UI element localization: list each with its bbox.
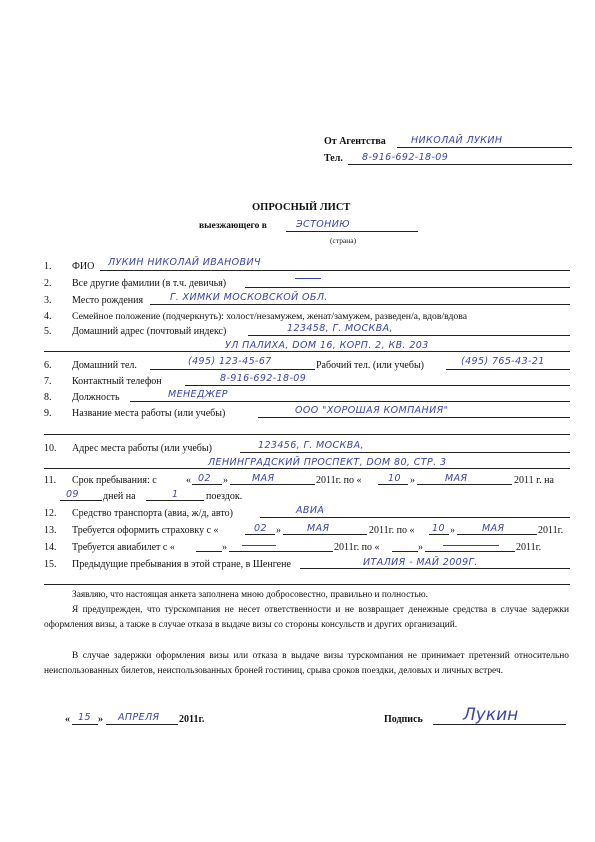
previous-stays-line-2 xyxy=(44,584,570,585)
birthplace-line xyxy=(150,304,570,305)
work-address-label: Адрес места работы (или учебы) xyxy=(72,443,212,454)
stay-from-day[interactable]: 02 xyxy=(198,473,211,484)
date-month-line xyxy=(106,724,178,725)
stay-to-month-line xyxy=(417,484,512,485)
airticket-from-month-line xyxy=(229,551,333,552)
item-number: 9. xyxy=(44,408,52,419)
stay-to-day-line xyxy=(378,484,408,485)
contact-phone-line xyxy=(185,385,570,386)
stay-from-day-line xyxy=(192,484,222,485)
quote-close: » xyxy=(450,525,455,536)
trips-label: поездок. xyxy=(206,491,243,502)
airticket-label: Требуется авиабилет с « xyxy=(72,542,175,553)
position-value[interactable]: МЕНЕДЖЕР xyxy=(168,389,228,400)
item-number: 5. xyxy=(44,326,52,337)
work-address-value[interactable]: 123456, Г. МОСКВА, xyxy=(258,440,364,451)
insurance-to-month-line xyxy=(457,534,537,535)
stay-to-label: 2011г. по « xyxy=(316,475,362,486)
item-number: 13. xyxy=(44,525,57,536)
insurance-to-month[interactable]: МАЯ xyxy=(482,523,505,534)
workplace-label: Название места работы (или учебы) xyxy=(72,408,226,419)
workplace-line-2 xyxy=(44,434,570,435)
position-label: Должность xyxy=(72,392,120,403)
trips-line xyxy=(146,500,204,501)
item-number: 15. xyxy=(44,559,57,570)
airticket-to-month-line xyxy=(425,551,515,552)
work-phone-line xyxy=(446,369,570,370)
tel-label: Тел. xyxy=(324,153,343,164)
fio-value[interactable]: ЛУКИН НИКОЛАЙ ИВАНОВИЧ xyxy=(108,257,261,268)
previous-stays-value[interactable]: ИТАЛИЯ - МАЙ 2009Г. xyxy=(363,557,478,568)
birthplace-label: Место рождения xyxy=(72,295,144,306)
item-number: 6. xyxy=(44,360,52,371)
insurance-label: Требуется оформить страховку с « xyxy=(72,525,219,536)
insurance-from-month-line xyxy=(283,534,367,535)
other-surnames-label: Все другие фамилии (в т.ч. девичья) xyxy=(72,278,227,289)
transport-label: Средство транспорта (авиа, ж/д, авто) xyxy=(72,508,233,519)
item-number: 8. xyxy=(44,392,52,403)
trips-count[interactable]: 1 xyxy=(172,489,179,500)
insurance-to-label: 2011г. по « xyxy=(369,525,415,536)
quote-close: » xyxy=(223,475,228,486)
home-phone-label: Домашний тел. xyxy=(72,360,137,371)
contact-phone-label: Контактный телефон xyxy=(72,376,162,387)
birthplace-value[interactable]: Г. ХИМКИ МОСКОВСКОЙ ОБЛ. xyxy=(170,292,328,303)
work-address-line-2 xyxy=(44,468,570,469)
date-day[interactable]: 15 xyxy=(78,712,91,723)
days-label: дней на xyxy=(103,491,136,502)
destination-country[interactable]: ЭСТОНИЮ xyxy=(296,219,350,230)
date-quote-open: « xyxy=(65,714,70,725)
work-phone-label: Рабочий тел. (или учебы) xyxy=(316,360,424,371)
stay-to-day[interactable]: 10 xyxy=(388,473,401,484)
fio-label: ФИО xyxy=(72,261,95,272)
stay-year-label: 2011 г. на xyxy=(514,475,554,486)
marital-status-label: Семейное положение (подчеркнуть): холост/незамужем, женат/замужем, разведен/а, вдов/вдова xyxy=(72,311,468,322)
home-address-line-2 xyxy=(44,351,570,352)
airticket-year-label: 2011г. xyxy=(516,542,542,553)
item-number: 3. xyxy=(44,295,52,306)
date-year: 2011г. xyxy=(179,714,205,725)
stay-from-month-line xyxy=(230,484,315,485)
insurance-from-day[interactable]: 02 xyxy=(254,523,267,534)
declaration-claims: В случае задержки оформления визы или отказа в выдаче визы турскомпания не принимает претензий относительно неиспользованных билетов, неиспользованных броней гостиниц, срыва сроков поездки, деловых и личных встреч. xyxy=(44,651,569,676)
insurance-from-month[interactable]: МАЯ xyxy=(307,523,330,534)
item-number: 4. xyxy=(44,311,52,322)
previous-stays-line xyxy=(300,568,570,569)
work-address-value-2[interactable]: ЛЕНИНГРАДСКИЙ ПРОСПЕКТ, DOM 80, СТР. 3 xyxy=(208,457,447,468)
item-number: 11. xyxy=(44,475,57,486)
agency-line xyxy=(397,147,572,148)
transport-value[interactable]: АВИА xyxy=(296,505,325,516)
home-address-line xyxy=(248,335,570,336)
insurance-to-day[interactable]: 10 xyxy=(432,523,445,534)
workplace-value[interactable]: ООО "ХОРОШАЯ КОМПАНИЯ" xyxy=(295,405,449,416)
empty-dash-mark xyxy=(295,278,321,279)
item-number: 10. xyxy=(44,443,57,454)
quote-close: » xyxy=(222,542,227,553)
home-phone-value[interactable]: (495) 123-45-67 xyxy=(188,356,272,367)
quote-close: » xyxy=(410,475,415,486)
insurance-from-day-line xyxy=(245,534,275,535)
quote-close: » xyxy=(276,525,281,536)
workplace-line xyxy=(258,417,570,418)
signature[interactable]: Лукин xyxy=(463,705,519,725)
airticket-to-label: 2011г. по « xyxy=(334,542,380,553)
home-phone-line xyxy=(150,369,315,370)
transport-line xyxy=(260,517,570,518)
agency-value[interactable]: НИКОЛАЙ ЛУКИН xyxy=(411,135,503,146)
item-number: 7. xyxy=(44,376,52,387)
position-line xyxy=(130,401,570,402)
stay-from-month[interactable]: МАЯ xyxy=(252,473,275,484)
stay-period-label: Срок пребывания: с xyxy=(72,475,157,486)
destination-label: выезжающего в xyxy=(199,221,267,231)
tel-line xyxy=(348,164,572,165)
country-hint: (страна) xyxy=(330,236,357,245)
work-phone-value[interactable]: (495) 765-43-21 xyxy=(461,356,545,367)
date-quote-close: » xyxy=(98,714,103,725)
date-day-line xyxy=(72,724,98,725)
signature-label: Подпись xyxy=(384,714,423,725)
date-month[interactable]: АПРЕЛЯ xyxy=(118,712,160,723)
home-address-value[interactable]: 123458, Г. МОСКВА, xyxy=(287,323,393,334)
empty-dash-mark xyxy=(443,545,499,546)
item-number: 1. xyxy=(44,261,52,272)
agency-label: От Агентства xyxy=(324,136,386,147)
airticket-from-day-line xyxy=(196,551,222,552)
stay-to-month[interactable]: МАЯ xyxy=(445,473,468,484)
work-address-line xyxy=(240,452,570,453)
stay-days[interactable]: 09 xyxy=(66,489,79,500)
home-address-value-2[interactable]: УЛ ПАЛИХА, DOM 16, КОРП. 2, КВ. 203 xyxy=(225,340,429,351)
airticket-to-day-line xyxy=(392,551,418,552)
item-number: 14. xyxy=(44,542,57,553)
declaration-warning: Я предупрежден, что турскомпания не несет ответственности и не возвращает денежные средства в случае задержки оформления визы, а также в случае отказа в выдаче визы со стороны консульств и других организаций. xyxy=(44,605,569,630)
insurance-to-day-line xyxy=(429,534,449,535)
item-number: 12. xyxy=(44,508,57,519)
previous-stays-label: Предыдущие пребывания в этой стране, в Шенгене xyxy=(72,559,291,570)
page-title: ОПРОСНЫЙ ЛИСТ xyxy=(252,202,351,213)
quote-close: » xyxy=(418,542,423,553)
declaration-statement: Заявляю, что настоящая анкета заполнена мною добросовестно, правильно и полностью. xyxy=(72,590,428,600)
destination-line xyxy=(286,231,418,232)
home-address-label: Домашний адрес (почтовый индекс) xyxy=(72,326,227,337)
other-surnames-line xyxy=(245,287,570,288)
insurance-year-label: 2011г. xyxy=(538,525,564,536)
item-number: 2. xyxy=(44,278,52,289)
fio-line xyxy=(100,270,570,271)
contact-phone-value[interactable]: 8-916-692-18-09 xyxy=(220,373,307,384)
tel-value[interactable]: 8-916-692-18-09 xyxy=(362,152,449,163)
quote-open: « xyxy=(186,475,191,486)
empty-dash-mark xyxy=(242,545,276,546)
stay-days-line xyxy=(60,500,102,501)
